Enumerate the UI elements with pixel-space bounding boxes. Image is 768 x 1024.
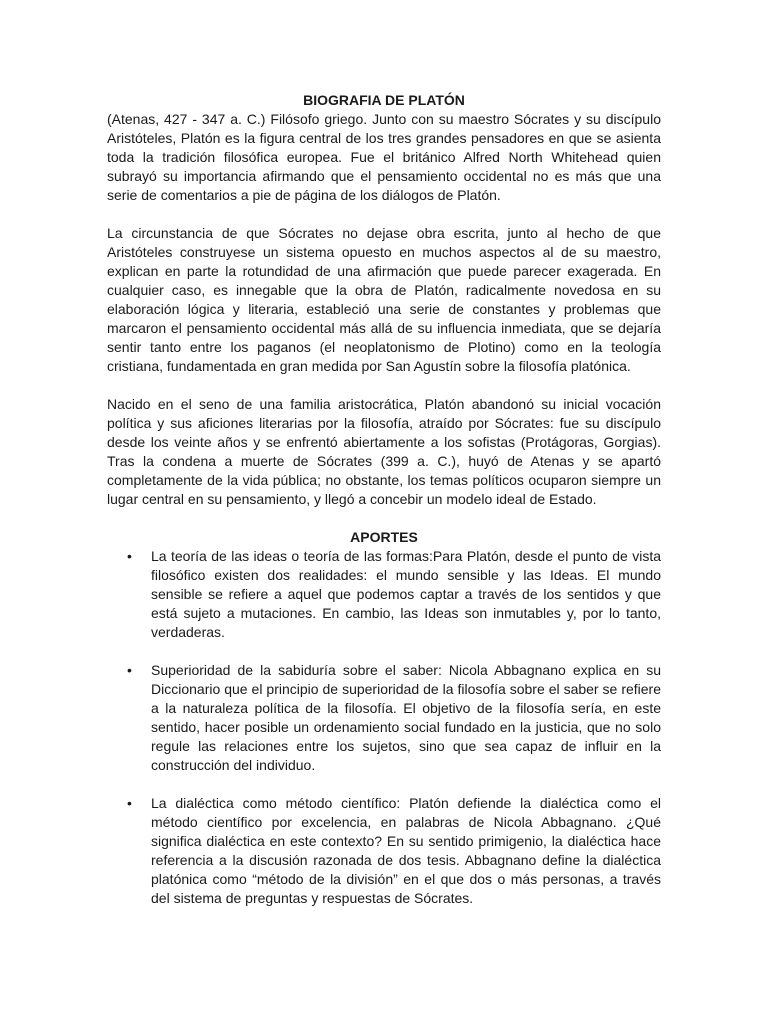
paragraph-intro: (Atenas, 427 - 347 a. C.) Filósofo griego. Junto con su maestro Sócrates y su discípulo Aristóteles, Platón es la figura central de los tres grandes pensadores en que se asienta toda la tradición filosófica europea. Fue el británico Alfred North Whitehead quien subrayó su importancia afirmando que el pensamiento occidental no es más que una serie de comentarios a pie de página de los diálogos de Platón. — [107, 111, 661, 203]
section-title-aportes: APORTES — [350, 529, 418, 545]
aportes-list — [107, 547, 661, 908]
bullet-icon: • — [127, 548, 132, 564]
list-item — [107, 547, 661, 642]
bullet-icon: • — [127, 662, 132, 678]
list-item-text: Superioridad de la sabiduría sobre el saber: Nicola Abbagnano explica en su Diccionario que el principio de superioridad de la filosofía sobre el saber se refiere a la naturaleza política de la filosofía. El objetivo de la filosofía sería, en este sentido, hacer posible un ordenamiento social fundado en la justicia, que no solo regule las relaciones entre los sujetos, sino que sea capaz de influir en la construcción del individuo. — [151, 662, 661, 773]
list-item — [107, 794, 661, 908]
document-page — [107, 91, 661, 927]
list-item-text: La dialéctica como método científico: Platón defiende la dialéctica como el método científico por excelencia, en palabras de Nicola Abbagnano. ¿Qué significa dialéctica en este contexto? En su sentido primigenio, la dialéctica hace referencia a la discusión razonada de dos tesis. Abbagnano define la dialéctica platónica como “método de la división” en el que dos o más personas, a través del sistema de preguntas y respuestas de Sócrates. — [151, 795, 661, 906]
bullet-icon: • — [127, 795, 132, 811]
list-item-text: La teoría de las ideas o teoría de las formas:Para Platón, desde el punto de vista filosófico existen dos realidades: el mundo sensible y las Ideas. El mundo sensible se refiere a aquel que podemos captar a través de los sentidos y que está sujeto a mutaciones. En cambio, las Ideas son inmutables y, por lo tanto, verdaderas. — [151, 548, 661, 640]
document-title: BIOGRAFIA DE PLATÓN — [303, 92, 465, 108]
paragraph-context: La circunstancia de que Sócrates no dejase obra escrita, junto al hecho de que Aristóteles construyese un sistema opuesto en muchos aspectos al de su maestro, explican en parte la rotundidad de una afirmación que puede parecer exagerada. En cualquier caso, es innegable que la obra de Platón, radicalmente novedosa en su elaboración lógica y literaria, estableció una serie de constantes y problemas que marcaron el pensamiento occidental más allá de su influencia inmediata, que se dejaría sentir tanto entre los paganos (el neoplatonismo de Plotino) como en la teología cristiana, fundamentada en gran medida por San Agustín sobre la filosofía platónica. — [107, 225, 661, 374]
list-item — [107, 661, 661, 775]
paragraph-biography: Nacido en el seno de una familia aristocrática, Platón abandonó su inicial vocación política y sus aficiones literarias por la filosofía, atraído por Sócrates: fue su discípulo desde los veinte años y se enfrentó abiertamente a los sofistas (Protágoras, Gorgias). Tras la condena a muerte de Sócrates (399 a. C.), huyó de Atenas y se apartó completamente de la vida pública; no obstante, los temas políticos ocuparon siempre un lugar central en su pensamiento, y llegó a concebir un modelo ideal de Estado. — [107, 396, 661, 507]
